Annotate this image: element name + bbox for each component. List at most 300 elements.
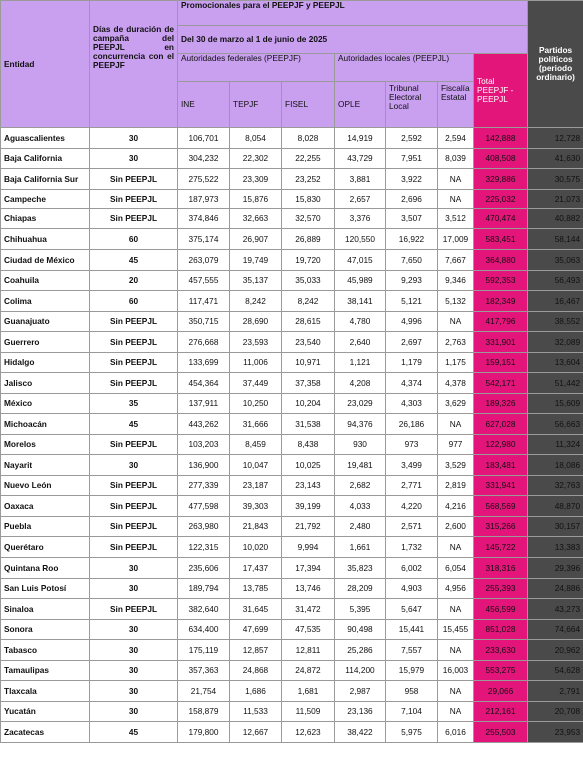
cell-ine: 454,364 xyxy=(178,373,230,394)
cell-partidos: 58,144 xyxy=(528,229,583,250)
cell-tribunal: 973 xyxy=(386,435,438,455)
cell-entidad: Morelos xyxy=(1,435,90,455)
cell-tepjf: 39,303 xyxy=(230,496,282,517)
cell-total: 183,481 xyxy=(474,455,528,476)
cell-partidos: 35,063 xyxy=(528,250,583,271)
cell-ople: 38,422 xyxy=(335,722,386,743)
cell-tepjf: 32,663 xyxy=(230,209,282,229)
cell-fisel: 15,830 xyxy=(282,190,335,209)
cell-tepjf: 47,699 xyxy=(230,620,282,640)
cell-entidad: Sinaloa xyxy=(1,599,90,620)
cell-tribunal: 2,696 xyxy=(386,190,438,209)
cell-fiscalia: 3,529 xyxy=(438,455,474,476)
cell-ople: 90,498 xyxy=(335,620,386,640)
header-entidad: Entidad xyxy=(1,1,90,128)
cell-dias: 60 xyxy=(90,291,178,312)
cell-entidad: Nuevo León xyxy=(1,476,90,496)
cell-total: 159,151 xyxy=(474,353,528,373)
cell-ine: 122,315 xyxy=(178,537,230,558)
cell-tepjf: 31,645 xyxy=(230,599,282,620)
cell-fisel: 31,472 xyxy=(282,599,335,620)
cell-tepjf: 10,020 xyxy=(230,537,282,558)
table-row xyxy=(1,291,583,312)
cell-total: 318,316 xyxy=(474,558,528,579)
cell-ople: 114,200 xyxy=(335,661,386,681)
table-row xyxy=(1,681,583,702)
cell-fiscalia: 3,629 xyxy=(438,394,474,414)
cell-partidos: 12,728 xyxy=(528,128,583,149)
cell-ine: 117,471 xyxy=(178,291,230,312)
cell-entidad: Yucatán xyxy=(1,702,90,722)
cell-fisel: 23,143 xyxy=(282,476,335,496)
header-partidos: Partidos políticos (periodo ordinario) xyxy=(528,1,583,128)
cell-tepjf: 12,667 xyxy=(230,722,282,743)
table-row xyxy=(1,476,583,496)
cell-partidos: 23,953 xyxy=(528,722,583,743)
cell-ine: 304,232 xyxy=(178,149,230,169)
cell-tribunal: 26,186 xyxy=(386,414,438,435)
cell-tepjf: 24,868 xyxy=(230,661,282,681)
cell-tepjf: 11,533 xyxy=(230,702,282,722)
table-row xyxy=(1,312,583,332)
cell-total: 470,474 xyxy=(474,209,528,229)
cell-entidad: Ciudad de México xyxy=(1,250,90,271)
cell-partidos: 32,089 xyxy=(528,332,583,353)
cell-fiscalia: 6,054 xyxy=(438,558,474,579)
cell-ople: 930 xyxy=(335,435,386,455)
cell-ople: 23,029 xyxy=(335,394,386,414)
cell-tribunal: 4,374 xyxy=(386,373,438,394)
cell-dias: Sin PEEPJL xyxy=(90,332,178,353)
cell-partidos: 13,604 xyxy=(528,353,583,373)
table-row xyxy=(1,271,583,291)
cell-tepjf: 37,449 xyxy=(230,373,282,394)
cell-dias: Sin PEEPJL xyxy=(90,373,178,394)
cell-fisel: 10,971 xyxy=(282,353,335,373)
cell-entidad: Baja California xyxy=(1,149,90,169)
cell-ine: 374,846 xyxy=(178,209,230,229)
cell-dias: 30 xyxy=(90,702,178,722)
cell-ople: 38,141 xyxy=(335,291,386,312)
cell-fisel: 26,889 xyxy=(282,229,335,250)
cell-ople: 3,881 xyxy=(335,169,386,190)
cell-entidad: Michoacán xyxy=(1,414,90,435)
cell-tribunal: 958 xyxy=(386,681,438,702)
cell-total: 329,886 xyxy=(474,169,528,190)
cell-dias: 20 xyxy=(90,271,178,291)
cell-fisel: 23,252 xyxy=(282,169,335,190)
cell-total: 189,326 xyxy=(474,394,528,414)
cell-dias: 30 xyxy=(90,149,178,169)
cell-entidad: Oaxaca xyxy=(1,496,90,517)
cell-tribunal: 15,441 xyxy=(386,620,438,640)
cell-ine: 189,794 xyxy=(178,579,230,599)
cell-tribunal: 2,771 xyxy=(386,476,438,496)
cell-entidad: Guanajuato xyxy=(1,312,90,332)
cell-dias: Sin PEEPJL xyxy=(90,209,178,229)
cell-fiscalia: 7,667 xyxy=(438,250,474,271)
cell-ople: 1,121 xyxy=(335,353,386,373)
cell-total: 331,901 xyxy=(474,332,528,353)
cell-ople: 1,661 xyxy=(335,537,386,558)
cell-dias: Sin PEEPJL xyxy=(90,169,178,190)
cell-fisel: 21,792 xyxy=(282,517,335,537)
cell-ople: 4,780 xyxy=(335,312,386,332)
cell-tribunal: 3,507 xyxy=(386,209,438,229)
cell-fiscalia: NA xyxy=(438,190,474,209)
cell-partidos: 20,962 xyxy=(528,640,583,661)
header-tepjf: TEPJF xyxy=(230,82,282,128)
cell-total: 212,161 xyxy=(474,702,528,722)
cell-ople: 3,376 xyxy=(335,209,386,229)
cell-ople: 47,015 xyxy=(335,250,386,271)
cell-dias: Sin PEEPJL xyxy=(90,476,178,496)
cell-fiscalia: 6,016 xyxy=(438,722,474,743)
cell-tepjf: 1,686 xyxy=(230,681,282,702)
cell-entidad: Hidalgo xyxy=(1,353,90,373)
cell-entidad: Quintana Roo xyxy=(1,558,90,579)
cell-total: 456,599 xyxy=(474,599,528,620)
cell-total: 142,888 xyxy=(474,128,528,149)
cell-total: 553,275 xyxy=(474,661,528,681)
cell-partidos: 15,609 xyxy=(528,394,583,414)
cell-fisel: 8,028 xyxy=(282,128,335,149)
cell-fisel: 12,811 xyxy=(282,640,335,661)
cell-total: 255,503 xyxy=(474,722,528,743)
cell-entidad: México xyxy=(1,394,90,414)
table-row xyxy=(1,169,583,190)
cell-tribunal: 2,571 xyxy=(386,517,438,537)
cell-tepjf: 15,876 xyxy=(230,190,282,209)
cell-dias: Sin PEEPJL xyxy=(90,435,178,455)
cell-ople: 25,286 xyxy=(335,640,386,661)
cell-tribunal: 5,647 xyxy=(386,599,438,620)
cell-partidos: 43,273 xyxy=(528,599,583,620)
cell-tribunal: 2,592 xyxy=(386,128,438,149)
cell-ine: 179,800 xyxy=(178,722,230,743)
table-row xyxy=(1,537,583,558)
table-row xyxy=(1,128,583,149)
table-row xyxy=(1,702,583,722)
cell-partidos: 56,493 xyxy=(528,271,583,291)
cell-tribunal: 9,293 xyxy=(386,271,438,291)
cell-total: 225,032 xyxy=(474,190,528,209)
cell-ople: 2,682 xyxy=(335,476,386,496)
cell-fisel: 10,025 xyxy=(282,455,335,476)
cell-dias: 30 xyxy=(90,661,178,681)
cell-dias: Sin PEEPJL xyxy=(90,599,178,620)
cell-fiscalia: 2,600 xyxy=(438,517,474,537)
cell-partidos: 16,467 xyxy=(528,291,583,312)
cell-dias: 30 xyxy=(90,681,178,702)
cell-partidos: 40,882 xyxy=(528,209,583,229)
table-body xyxy=(1,128,583,743)
cell-tepjf: 21,843 xyxy=(230,517,282,537)
cell-total: 233,630 xyxy=(474,640,528,661)
cell-partidos: 24,886 xyxy=(528,579,583,599)
cell-ine: 158,879 xyxy=(178,702,230,722)
cell-partidos: 2,791 xyxy=(528,681,583,702)
cell-total: 583,451 xyxy=(474,229,528,250)
cell-entidad: Aguascalientes xyxy=(1,128,90,149)
cell-ople: 28,209 xyxy=(335,579,386,599)
cell-fisel: 47,535 xyxy=(282,620,335,640)
table-row xyxy=(1,209,583,229)
cell-ople: 2,480 xyxy=(335,517,386,537)
cell-tribunal: 3,499 xyxy=(386,455,438,476)
cell-ine: 263,079 xyxy=(178,250,230,271)
cell-fiscalia: NA xyxy=(438,681,474,702)
header-total: Total PEEPJF - PEEPJL xyxy=(474,54,528,128)
cell-tepjf: 31,666 xyxy=(230,414,282,435)
cell-ine: 21,754 xyxy=(178,681,230,702)
cell-ople: 19,481 xyxy=(335,455,386,476)
cell-fiscalia: 4,216 xyxy=(438,496,474,517)
cell-entidad: Nayarit xyxy=(1,455,90,476)
cell-partidos: 74,664 xyxy=(528,620,583,640)
table-row xyxy=(1,496,583,517)
cell-tribunal: 4,303 xyxy=(386,394,438,414)
table-row xyxy=(1,373,583,394)
table-row xyxy=(1,517,583,537)
cell-ine: 187,973 xyxy=(178,190,230,209)
cell-total: 568,569 xyxy=(474,496,528,517)
cell-dias: 30 xyxy=(90,558,178,579)
cell-fiscalia: 2,594 xyxy=(438,128,474,149)
cell-partidos: 20,708 xyxy=(528,702,583,722)
cell-dias: Sin PEEPJL xyxy=(90,496,178,517)
cell-dias: 30 xyxy=(90,128,178,149)
cell-dias: 45 xyxy=(90,250,178,271)
cell-fisel: 39,199 xyxy=(282,496,335,517)
table-row xyxy=(1,435,583,455)
cell-fiscalia: NA xyxy=(438,599,474,620)
cell-ine: 457,555 xyxy=(178,271,230,291)
cell-fisel: 23,540 xyxy=(282,332,335,353)
cell-partidos: 11,324 xyxy=(528,435,583,455)
table-row xyxy=(1,661,583,681)
cell-partidos: 51,442 xyxy=(528,373,583,394)
cell-partidos: 54,628 xyxy=(528,661,583,681)
cell-tepjf: 22,302 xyxy=(230,149,282,169)
cell-fisel: 11,509 xyxy=(282,702,335,722)
cell-fiscalia: NA xyxy=(438,702,474,722)
cell-fiscalia: 15,455 xyxy=(438,620,474,640)
cell-tepjf: 8,459 xyxy=(230,435,282,455)
cell-tribunal: 7,104 xyxy=(386,702,438,722)
cell-tepjf: 17,437 xyxy=(230,558,282,579)
cell-ople: 120,550 xyxy=(335,229,386,250)
cell-fiscalia: 9,346 xyxy=(438,271,474,291)
cell-entidad: Guerrero xyxy=(1,332,90,353)
header-autoridades-federales: Autoridades federales (PEEPJF) xyxy=(178,54,335,82)
table-row xyxy=(1,455,583,476)
table-row xyxy=(1,722,583,743)
cell-dias: 60 xyxy=(90,229,178,250)
cell-tribunal: 1,179 xyxy=(386,353,438,373)
cell-ople: 4,208 xyxy=(335,373,386,394)
cell-tribunal: 2,697 xyxy=(386,332,438,353)
cell-total: 592,353 xyxy=(474,271,528,291)
cell-partidos: 32,763 xyxy=(528,476,583,496)
cell-entidad: Zacatecas xyxy=(1,722,90,743)
cell-entidad: Puebla xyxy=(1,517,90,537)
cell-ine: 136,900 xyxy=(178,455,230,476)
cell-fisel: 9,994 xyxy=(282,537,335,558)
cell-tepjf: 23,309 xyxy=(230,169,282,190)
cell-ople: 94,376 xyxy=(335,414,386,435)
header-tribunal: Tribunal Electoral Local xyxy=(386,82,438,128)
cell-total: 851,028 xyxy=(474,620,528,640)
cell-fisel: 10,204 xyxy=(282,394,335,414)
header-promocionales: Promocionales para el PEEPJF y PEEPJL xyxy=(178,1,528,26)
table-row xyxy=(1,394,583,414)
cell-fisel: 12,623 xyxy=(282,722,335,743)
cell-total: 364,880 xyxy=(474,250,528,271)
cell-fisel: 31,538 xyxy=(282,414,335,435)
table-row xyxy=(1,353,583,373)
cell-ine: 477,598 xyxy=(178,496,230,517)
cell-entidad: Querétaro xyxy=(1,537,90,558)
cell-ine: 275,522 xyxy=(178,169,230,190)
cell-fisel: 24,872 xyxy=(282,661,335,681)
cell-partidos: 13,383 xyxy=(528,537,583,558)
cell-entidad: Chihuahua xyxy=(1,229,90,250)
cell-partidos: 38,552 xyxy=(528,312,583,332)
header-autoridades-locales: Autoridades locales (PEEPJL) xyxy=(335,54,474,82)
cell-total: 145,722 xyxy=(474,537,528,558)
cell-tepjf: 23,593 xyxy=(230,332,282,353)
cell-fiscalia: NA xyxy=(438,312,474,332)
cell-tribunal: 7,951 xyxy=(386,149,438,169)
table-row xyxy=(1,229,583,250)
table-row xyxy=(1,414,583,435)
cell-tepjf: 13,785 xyxy=(230,579,282,599)
cell-entidad: Tabasco xyxy=(1,640,90,661)
cell-tribunal: 5,121 xyxy=(386,291,438,312)
header-fiscalia: Fiscalía Estatal xyxy=(438,82,474,128)
header-ine: INE xyxy=(178,82,230,128)
cell-tepjf: 12,857 xyxy=(230,640,282,661)
cell-tribunal: 4,220 xyxy=(386,496,438,517)
cell-partidos: 18,086 xyxy=(528,455,583,476)
cell-tepjf: 8,242 xyxy=(230,291,282,312)
cell-fisel: 8,438 xyxy=(282,435,335,455)
cell-fisel: 8,242 xyxy=(282,291,335,312)
cell-tepjf: 10,047 xyxy=(230,455,282,476)
cell-ine: 634,400 xyxy=(178,620,230,640)
cell-fiscalia: 16,003 xyxy=(438,661,474,681)
cell-partidos: 48,870 xyxy=(528,496,583,517)
cell-entidad: Campeche xyxy=(1,190,90,209)
cell-partidos: 41,630 xyxy=(528,149,583,169)
cell-fiscalia: 977 xyxy=(438,435,474,455)
cell-dias: Sin PEEPJL xyxy=(90,312,178,332)
cell-tribunal: 15,979 xyxy=(386,661,438,681)
cell-fisel: 13,746 xyxy=(282,579,335,599)
cell-dias: Sin PEEPJL xyxy=(90,190,178,209)
cell-total: 122,980 xyxy=(474,435,528,455)
cell-fiscalia: NA xyxy=(438,537,474,558)
cell-dias: 30 xyxy=(90,455,178,476)
cell-ople: 2,987 xyxy=(335,681,386,702)
cell-fiscalia: 17,009 xyxy=(438,229,474,250)
cell-dias: 30 xyxy=(90,640,178,661)
cell-tepjf: 19,749 xyxy=(230,250,282,271)
cell-ine: 103,203 xyxy=(178,435,230,455)
table-row xyxy=(1,599,583,620)
cell-tribunal: 7,557 xyxy=(386,640,438,661)
cell-ople: 43,729 xyxy=(335,149,386,169)
cell-ine: 133,699 xyxy=(178,353,230,373)
cell-tepjf: 10,250 xyxy=(230,394,282,414)
cell-total: 542,171 xyxy=(474,373,528,394)
cell-dias: 45 xyxy=(90,722,178,743)
cell-fisel: 35,033 xyxy=(282,271,335,291)
cell-total: 417,796 xyxy=(474,312,528,332)
cell-fiscalia: 2,763 xyxy=(438,332,474,353)
cell-fisel: 17,394 xyxy=(282,558,335,579)
cell-tribunal: 7,650 xyxy=(386,250,438,271)
cell-fiscalia: 3,512 xyxy=(438,209,474,229)
cell-partidos: 21,073 xyxy=(528,190,583,209)
cell-ople: 2,657 xyxy=(335,190,386,209)
cell-total: 29,066 xyxy=(474,681,528,702)
cell-entidad: Coahuila xyxy=(1,271,90,291)
cell-entidad: Jalisco xyxy=(1,373,90,394)
header-dias: Días de duración de campaña del PEEPJL en concurrencia con el PEEPJF xyxy=(90,1,178,128)
cell-ine: 235,606 xyxy=(178,558,230,579)
cell-tribunal: 16,922 xyxy=(386,229,438,250)
cell-tribunal: 3,922 xyxy=(386,169,438,190)
header-ople: OPLE xyxy=(335,82,386,128)
cell-ine: 276,668 xyxy=(178,332,230,353)
cell-ine: 382,640 xyxy=(178,599,230,620)
cell-fiscalia: NA xyxy=(438,169,474,190)
cell-dias: 35 xyxy=(90,394,178,414)
cell-fiscalia: NA xyxy=(438,414,474,435)
cell-tepjf: 26,907 xyxy=(230,229,282,250)
cell-tepjf: 8,054 xyxy=(230,128,282,149)
cell-dias: Sin PEEPJL xyxy=(90,517,178,537)
cell-partidos: 30,575 xyxy=(528,169,583,190)
cell-fiscalia: 2,819 xyxy=(438,476,474,496)
table-row xyxy=(1,332,583,353)
table-row xyxy=(1,250,583,271)
cell-entidad: Colima xyxy=(1,291,90,312)
table-row xyxy=(1,558,583,579)
cell-ine: 277,339 xyxy=(178,476,230,496)
cell-fiscalia: 5,132 xyxy=(438,291,474,312)
cell-partidos: 56,663 xyxy=(528,414,583,435)
table-row xyxy=(1,620,583,640)
cell-tribunal: 4,996 xyxy=(386,312,438,332)
cell-tepjf: 23,187 xyxy=(230,476,282,496)
cell-tribunal: 6,002 xyxy=(386,558,438,579)
cell-ople: 4,033 xyxy=(335,496,386,517)
cell-partidos: 29,396 xyxy=(528,558,583,579)
cell-tepjf: 11,006 xyxy=(230,353,282,373)
cell-fisel: 37,358 xyxy=(282,373,335,394)
cell-dias: Sin PEEPJL xyxy=(90,537,178,558)
cell-dias: 45 xyxy=(90,414,178,435)
cell-ine: 175,119 xyxy=(178,640,230,661)
cell-fiscalia: 1,175 xyxy=(438,353,474,373)
table-row xyxy=(1,149,583,169)
cell-ine: 106,701 xyxy=(178,128,230,149)
cell-ople: 23,136 xyxy=(335,702,386,722)
table-row xyxy=(1,579,583,599)
